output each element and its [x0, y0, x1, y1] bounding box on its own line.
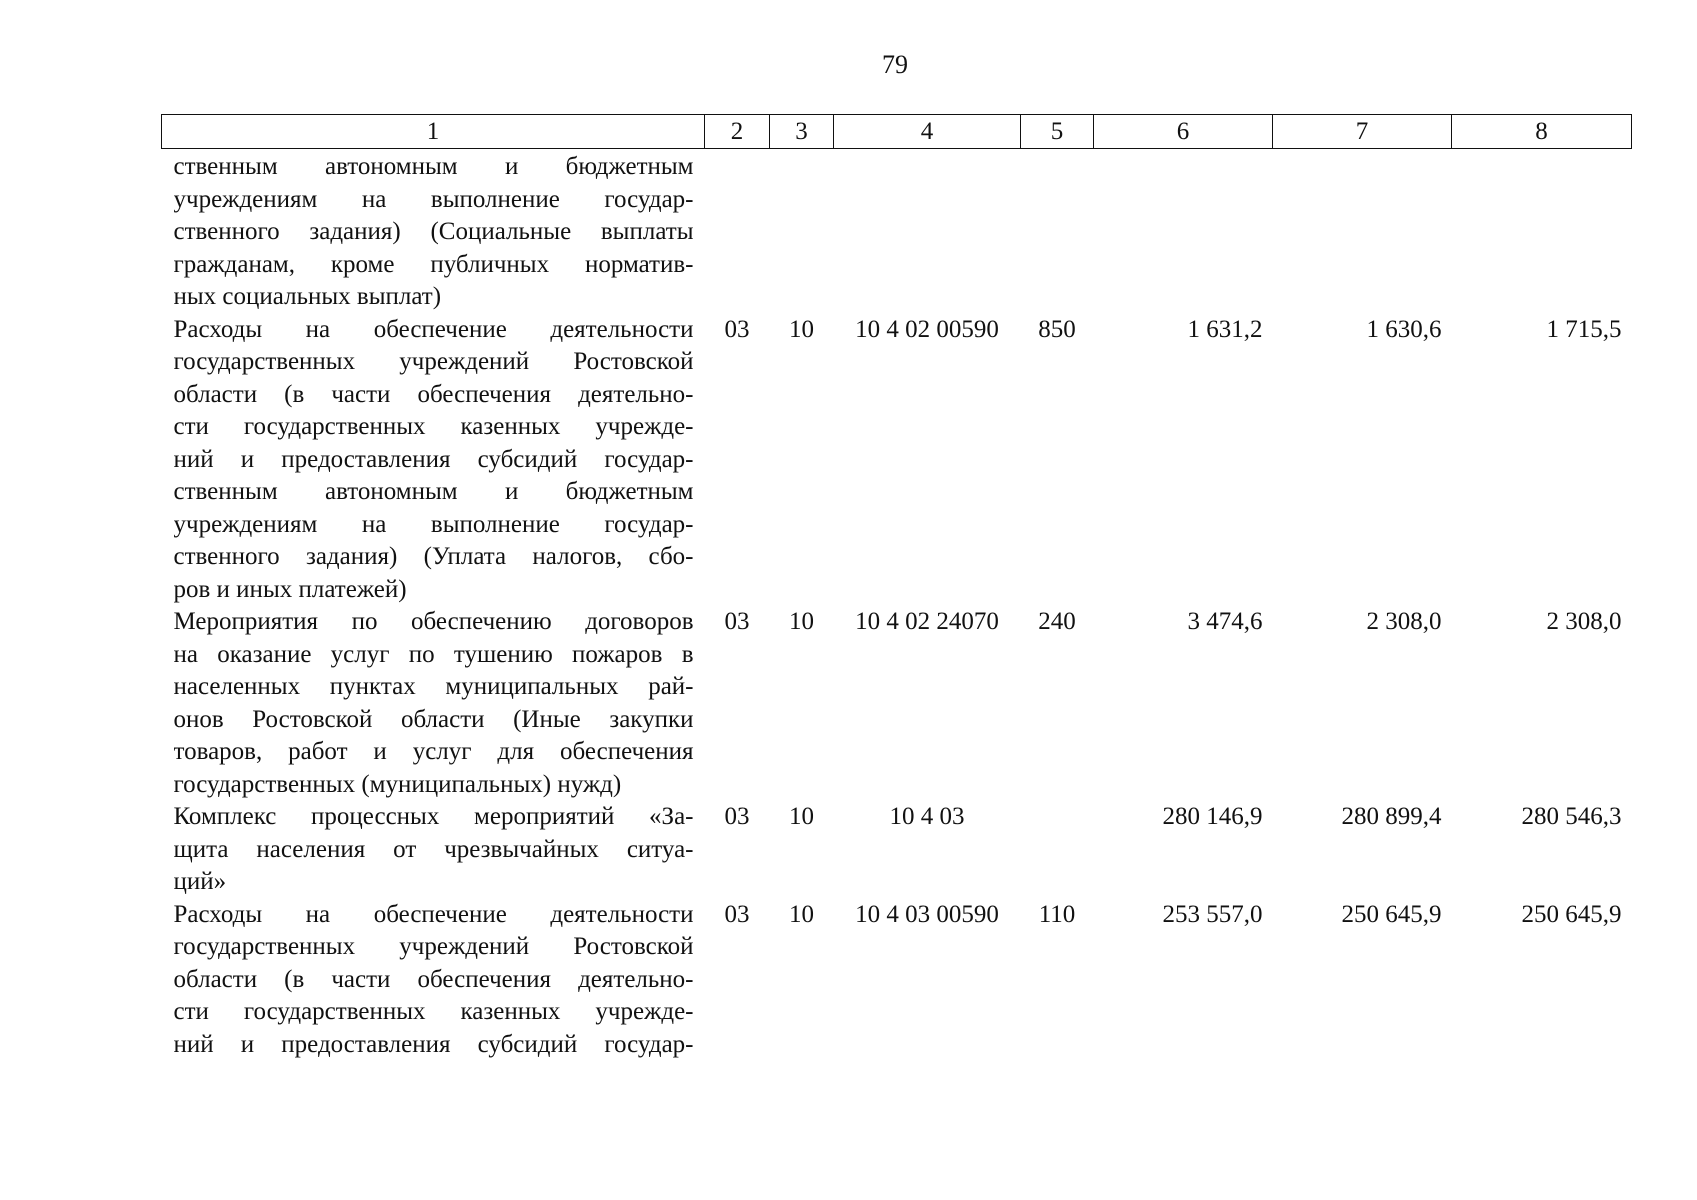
header-cell-5: 5 [1021, 115, 1094, 149]
table-row [162, 606, 1632, 801]
amount-col-8 [1452, 149, 1632, 314]
amount-col-6: 280 146,9 [1162, 803, 1263, 830]
description-line: ственным автономным и бюджетным [173, 153, 694, 180]
row-description [162, 899, 705, 1062]
amount-col-6: 3 474,6 [1187, 608, 1263, 635]
expense-type-code: 850 [1038, 315, 1076, 343]
row-description [162, 801, 705, 899]
header-cell-4: 4 [834, 115, 1021, 149]
header-cell-1: 1 [162, 115, 705, 149]
description-line: области (в части обеспечения деятельно- [173, 380, 694, 408]
table-row [162, 899, 1632, 1062]
section-code [705, 149, 770, 314]
description-line: сти государственных казенных учрежде- [173, 413, 694, 440]
description-line: ций» [173, 868, 227, 895]
table-row [162, 314, 1632, 607]
expense-type-code: 240 [1038, 608, 1076, 635]
header-cell-2: 2 [705, 115, 770, 149]
expense-type-code: 110 [1038, 900, 1076, 928]
description-line: государственных (муниципальных) нужд) [173, 770, 622, 798]
description-line: Расходы на обеспечение деятельности [173, 315, 694, 343]
page-number: 79 [882, 50, 908, 79]
target-article-code: 10 4 02 24070 [855, 608, 999, 635]
description-line: ных социальных выплат) [173, 283, 442, 310]
expense-type-code [1021, 149, 1094, 314]
row-description [162, 606, 705, 801]
header-cell-7: 7 [1273, 115, 1452, 149]
amount-col-7: 250 645,9 [1341, 900, 1442, 928]
description-line: Расходы на обеспечение деятельности [173, 900, 694, 928]
header-cell-3: 3 [770, 115, 834, 149]
amount-col-8: 250 645,9 [1521, 900, 1622, 928]
section-code: 03 [724, 608, 750, 635]
target-article-code: 10 4 02 00590 [855, 315, 999, 343]
section-code: 03 [724, 803, 750, 830]
description-line: государственных учреждений Ростовской [173, 348, 694, 375]
description-line: Комплекс процессных мероприятий «За- [173, 803, 694, 830]
description-line: ний и предоставления субсидий государ- [173, 445, 694, 473]
amount-col-6 [1094, 149, 1273, 314]
description-line: ственного задания) (Социальные выплаты [173, 218, 694, 245]
amount-col-7 [1273, 149, 1452, 314]
subsection-code: 10 [789, 315, 814, 343]
subsection-code: 10 [789, 608, 814, 635]
amount-col-8: 280 546,3 [1521, 803, 1622, 830]
description-line: товаров, работ и услуг для обеспечения [173, 738, 694, 765]
description-line: ственным автономным и бюджетным [173, 478, 694, 505]
section-code: 03 [724, 315, 750, 343]
subsection-code: 10 [789, 803, 814, 830]
description-line: Мероприятия по обеспечению договоров [173, 608, 694, 635]
row-description [162, 149, 705, 314]
amount-col-7: 1 630,6 [1366, 315, 1442, 343]
description-line: гражданам, кроме публичных норматив- [173, 250, 694, 278]
budget-table [161, 114, 1632, 1061]
description-line: учреждениям на выполнение государ- [173, 510, 694, 538]
header-cell-6: 6 [1094, 115, 1273, 149]
amount-col-8: 2 308,0 [1546, 608, 1622, 635]
description-line: ственного задания) (Уплата налогов, сбо- [173, 543, 694, 570]
subsection-code: 10 [789, 900, 814, 928]
amount-col-6: 253 557,0 [1162, 900, 1263, 928]
description-line: учреждениям на выполнение государ- [173, 185, 694, 213]
subsection-code [770, 149, 834, 314]
description-line: населенных пунктах муниципальных рай- [173, 673, 694, 700]
table-header [162, 115, 1632, 149]
description-line: на оказание услуг по тушению пожаров в [173, 640, 694, 668]
description-line: государственных учреждений Ростовской [173, 933, 694, 960]
target-article-code: 10 4 03 [889, 803, 965, 830]
target-article-code [834, 149, 1021, 314]
table-row [162, 149, 1632, 314]
expense-type-code [1021, 801, 1094, 899]
description-line: сти государственных казенных учрежде- [173, 998, 694, 1025]
amount-col-6: 1 631,2 [1187, 315, 1263, 343]
amount-col-8: 1 715,5 [1546, 315, 1622, 343]
table-body [162, 149, 1632, 1062]
description-line: ний и предоставления субсидий государ- [173, 1030, 694, 1058]
description-line: щита населения от чрезвычайных ситуа- [173, 835, 694, 863]
section-code: 03 [724, 900, 750, 928]
description-line: ров и иных платежей) [173, 575, 407, 603]
header-row [162, 115, 1632, 149]
target-article-code: 10 4 03 00590 [855, 900, 999, 928]
description-line: области (в части обеспечения деятельно- [173, 965, 694, 993]
table-row [162, 801, 1632, 899]
budget-table-sheet [161, 114, 1631, 1061]
header-cell-8: 8 [1452, 115, 1632, 149]
amount-col-7: 2 308,0 [1366, 608, 1442, 635]
amount-col-7: 280 899,4 [1341, 803, 1442, 830]
row-description [162, 314, 705, 607]
description-line: онов Ростовской области (Иные закупки [173, 705, 694, 733]
